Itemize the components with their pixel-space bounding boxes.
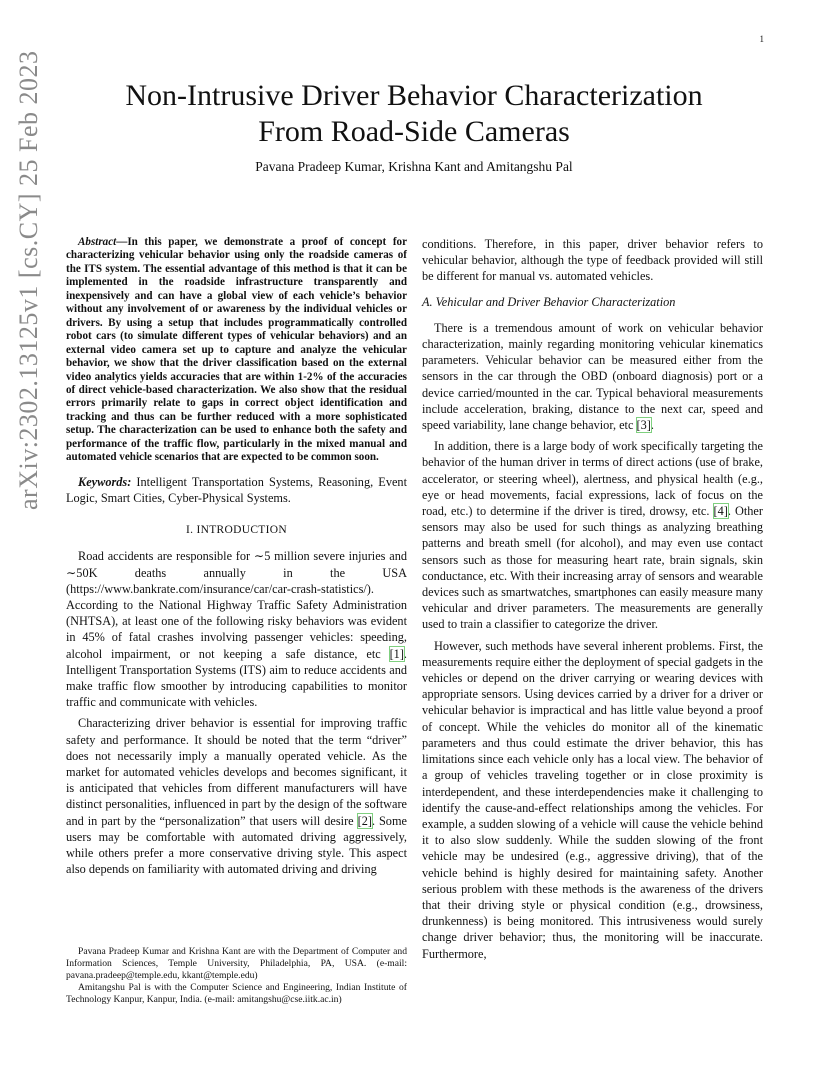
intro-p2-text-a: Characterizing driver behavior is essential for improving traffic safety and performance. It should be noted that the term “driver” does not necessarily imply a manually operated vehicle. As the market for automated vehicles develops and becomes significant, it is anticipated that vehicles from different manufacturers will have distinct personalities, influenced in part by the design of the software and in part by the “personalization” that users will desire	[66, 716, 407, 828]
subsection-heading-a: A. Vehicular and Driver Behavior Characterization	[422, 294, 676, 309]
paper-title	[66, 78, 762, 150]
right-column	[422, 236, 763, 962]
intro-paragraph-1	[66, 548, 407, 710]
authors: Pavana Pradeep Kumar, Krishna Kant and Amitangshu Pal	[255, 159, 573, 174]
intro-paragraph-2	[66, 715, 407, 877]
right-p1-text-a: There is a tremendous amount of work on vehicular behavior characterization, mainly regarding monitoring vehicular kinematics parameters. Vehicular behavior can be measured either from the sensors in the car through the OBD (onboard diagnosis) port or a device carried/mounted in the car. Typical behavioral measurements include acceleration, braking, distance to the next car, speed and speed variability, lane change behavior, etc	[422, 320, 763, 433]
title-line-2: From Road-Side Cameras	[258, 115, 570, 148]
right-paragraph-2	[422, 438, 763, 632]
citation-link-2[interactable]: [2]	[357, 813, 372, 828]
footnote-2: Amitangshu Pal is with the Computer Science and Engineering, Indian Institute of Technology Kanpur, Kanpur, India. (e-mail: amitangshu@cse.iitk.ac.in)	[66, 981, 407, 1005]
abstract-text: —In this paper, we demonstrate a proof of concept for characterizing vehicular behavior using only the roadside cameras of the ITS system. The essential advantage of this method is that it can be implemented in the roadside infrastructure transparently and inexpensively and can have a global view of each vehicle’s behavior without any involvement of or awareness by the individual vehicles or drivers. By using a setup that includes programmatically controlled robot cars (to simulate different types of vehicular behaviors) and an external video camera set up to capture and analyze the vehicular behavior, we show that the driver classification based on the external video analytics yields accuracies that are within 1-2% of the accuracies of direct vehicle-based characterization. We also show that the residual errors primarily relate to gaps in correct object identification and tracking and thus can be further reduced with a more sophisticated setup. The characterization can be used to enhance both the safety and performance of the traffic flow, particularly in the mixed manual and automated vehicle scenarios that are expected to be common soon.	[66, 236, 407, 464]
footnotes	[66, 946, 407, 1006]
right-paragraph-1	[422, 320, 763, 433]
abstract	[66, 236, 407, 465]
citation-link-4[interactable]: [4]	[713, 504, 728, 519]
title-line-1: Non-Intrusive Driver Behavior Characterization	[125, 79, 703, 112]
right-p1-text-b: .	[650, 418, 654, 433]
citation-link-1[interactable]: [1]	[389, 646, 404, 661]
right-paragraph-0: conditions. Therefore, in this paper, driver behavior refers to vehicular behavior, although the type of feedback provided will still be different for manual vs. automated vehicles.	[422, 237, 763, 284]
arxiv-side-stamp: arXiv:2302.13125v1 [cs.CY] 25 Feb 2023	[14, 50, 43, 510]
left-column	[66, 236, 407, 877]
right-p2-text-a: In addition, there is a large body of work specifically targeting the behavior of the human driver in terms of direct actions (use of brake, accelerator, or steering wheel), alertness, and physical health (e.g., eye or head movements, facial expressions, lack of focus on the road, etc.) to determine if the driver is tired, drowsy, etc.	[422, 439, 763, 519]
page-number: 1	[759, 34, 764, 44]
citation-link-3[interactable]: [3]	[636, 418, 651, 433]
section-heading-introduction: I. INTRODUCTION	[186, 524, 287, 537]
keywords-label: Keywords:	[78, 474, 132, 489]
footnote-1: Pavana Pradeep Kumar and Krishna Kant are with the Department of Computer and Information Sciences, Temple University, Philadelphia, PA, USA. (e-mail: pavana.pradeep@temple.edu, kkant@temple.edu)	[66, 946, 407, 981]
intro-p2-text-b: . Some users may be comfortable with automated driving aggressively, while others prefer a more conservative driving style. This aspect also depends on familiarity with automated driving and driving	[66, 813, 407, 877]
keywords	[66, 474, 407, 506]
intro-p1-text-b: . Intelligent Transportation Systems (ITS) aim to reduce accidents and make traffic flow smoother by introducing capabilities to monitor traffic and communicate with vehicles.	[66, 646, 407, 710]
right-p2-text-b: . Other sensors may also be used for such things as analyzing breathing patterns and breath smell (for alcohol), and may even use contact sensors such as those for measuring heart rate, brain signals, skin conductance, etc. With their increasing array of sensors and wearable devices such as smartwatches, smartphones can easily measure many vehicular and driver parameters. The measurements are generally used to train a classifier to categorize the driver.	[422, 504, 763, 632]
keywords-text: Intelligent Transportation Systems, Reasoning, Event Logic, Smart Cities, Cyber-Physical Systems.	[66, 474, 407, 505]
right-paragraph-3: However, such methods have several inherent problems. First, the measurements require either the deployment of special gadgets in the vehicles or depend on the driver carrying or wearing devices with appropriate sensors. Using devices carried by a driver for a driver or vehicular behavior is impractical and has little value beyond a proof of concept. While the vehicles do monitor all of the kinematic parameters and thus could estimate the driver behavior, this has limitations since each vehicle only has a local view. The behavior of a group of vehicles traveling together or in close proximity is interdependent, and these interdependencies make it challenging to identify the cause-and-effect relationships among the vehicles. For example, a sudden slowing of a vehicle will cause the vehicle behind it to also slow suddenly. While the sudden slowing of the front vehicle may be undesired (e.g., aggressive driving), that of the vehicle behind is highly desired for maintaining safety. Another serious problem with these methods is the awareness of the drivers that their driving style or physical condition (e.g., drowsiness, drunkenness) is being monitored. This intrusiveness would surely change driver behavior; thus, the monitoring will be inaccurate. Furthermore,	[422, 638, 763, 961]
intro-p1-text-a: Road accidents are responsible for ∼5 million severe injuries and ∼50K deaths annually in the USA (https://www.bankrate.com/insurance/car/car-crash-statistics/). According to the National Highway Traffic Safety Administration (NHTSA), at least one of the following risky behaviors was evident in 45% of fatal crashes involving passenger vehicles: speeding, alcohol impairment, or not keeping a safe distance, etc	[66, 549, 407, 661]
abstract-label: Abstract	[78, 236, 117, 248]
